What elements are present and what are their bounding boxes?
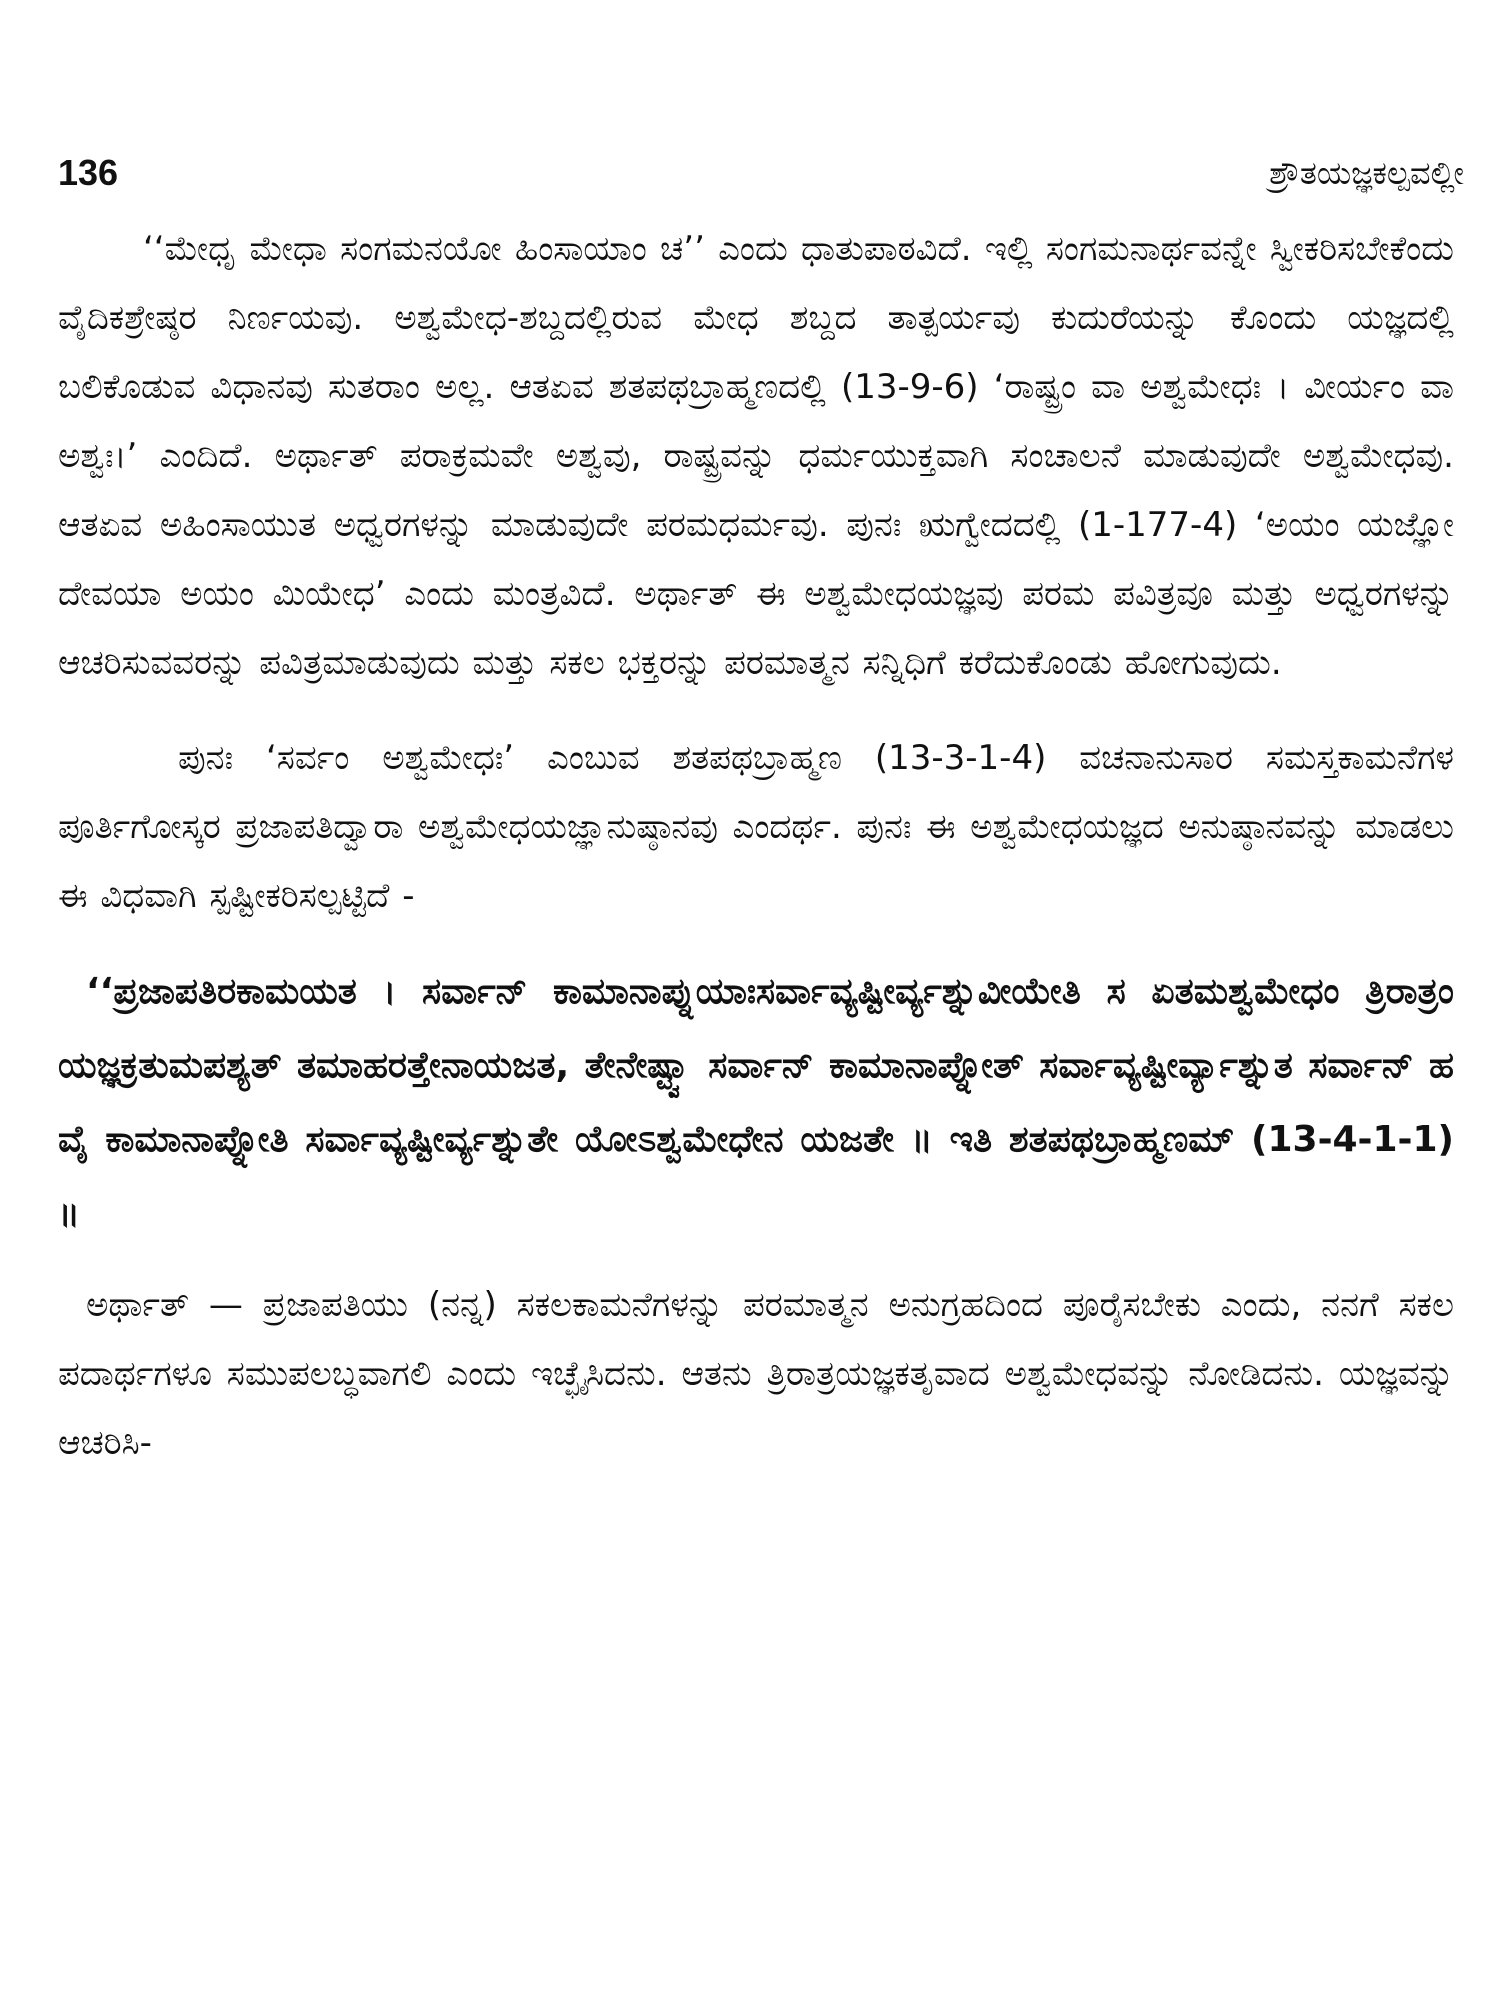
quotation-shatapatha-brahmana: ‘‘ಪ್ರಜಾಪತಿರಕಾಮಯತ । ಸರ್ವಾನ್ ಕಾಮಾನಾಪ್ನುಯಾಃಸರ್ವಾವ್ಯಷ್ಟೀರ್ವ್ಯಶ್ನುವೀಯೇತಿ ಸ ಏತಮಶ್ವಮೇಧಂ ತ್ರಿರಾತ್ರಂ ಯಜ್ಞಕ್ರತುಮಪಶ್ಯತ್ ತಮಾಹರತ್ತೇನಾಯಜತ, ತೇನೇಷ್ಟ್ವಾ ಸರ್ವಾನ್ ಕಾಮಾನಾಪ್ನೋತ್ ಸರ್ವಾವ್ಯಷ್ಟೀರ್ವ್ಯಾಶ್ನುತ ಸರ್ವಾನ್ ಹ ವೈ ಕಾಮಾನಾಪ್ನೋತಿ ಸರ್ವಾವ್ಯಷ್ಟೀರ್ವ್ಯಶ್ನುತೇ ಯೋಽಶ್ವಮೇಧೇನ ಯಜತೇ ॥ ಇತಿ ಶತಪಥಬ್ರಾಹ್ಮಣಮ್ (13-4-1-1) ॥ — [58, 971, 1454, 1234]
paragraph-sarvam-ashvamedha: ಪುನಃ ‘ಸರ್ವಂ ಅಶ್ವಮೇಧಃ’ ಎಂಬುವ ಶತಪಥಬ್ರಾಹ್ಮಣ (13-3-1-4) ವಚನಾನುಸಾರ ಸಮಸ್ತಕಾಮನೆಗಳ ಪೂರ್ತಿಗೋಸ್ಕರ ಪ್ರಜಾಪತಿದ್ವಾರಾ ಅಶ್ವಮೇಧಯಜ್ಞಾನುಷ್ಠಾನವು ಎಂದರ್ಥ. ಪುನಃ ಈ ಅಶ್ವಮೇಧಯಜ್ಞದ ಅನುಷ್ಠಾನವನ್ನು ಮಾಡಲು ಈ ವಿಧವಾಗಿ ಸ್ಪಷ್ಟೀಕರಿಸಲ್ಪಟ್ಟಿದೆ - — [58, 738, 1454, 916]
paragraph-meaning: ಅರ್ಥಾತ್ — ಪ್ರಜಾಪತಿಯು (ನನ್ನ) ಸಕಲಕಾಮನೆಗಳನ್ನು ಪರಮಾತ್ಮನ ಅನುಗ್ರಹದಿಂದ ಪೂರೈಸಬೇಕು ಎಂದು, ನನಗೆ ಸಕಲ ಪದಾರ್ಥಗಳೂ ಸಮುಪಲಬ್ಧವಾಗಲಿ ಎಂದು ಇಚ್ಛೈಸಿದನು. ಆತನು ತ್ರಿರಾತ್ರಯಜ್ಞಕತೃವಾದ ಅಶ್ವಮೇಧವನ್ನು ನೋಡಿದನು. ಯಜ್ಞವನ್ನು ಆಚರಿಸಿ- — [58, 1285, 1454, 1463]
running-title: ಶ್ರೌತಯಜ್ಞಕಲ್ಪವಲ್ಲೀ — [1269, 154, 1464, 192]
page-number: 136 — [58, 152, 119, 193]
page-header — [58, 148, 1464, 198]
paragraph-dhatupatha: ‘‘ಮೇಧೃ ಮೇಧಾ ಸಂಗಮನಯೋ ಹಿಂಸಾಯಾಂ ಚ’’ ಎಂದು ಧಾತುಪಾಠವಿದೆ. ಇಲ್ಲಿ ಸಂಗಮನಾರ್ಥವನ್ನೇ ಸ್ವೀಕರಿಸಬೇಕೆಂದು ವೈದಿಕಶ್ರೇಷ್ಠರ ನಿರ್ಣಯವು. ಅಶ್ವಮೇಧ-ಶಬ್ದದಲ್ಲಿರುವ ಮೇಧ ಶಬ್ದದ ತಾತ್ಪರ್ಯವು ಕುದುರೆಯನ್ನು ಕೊಂದು ಯಜ್ಞದಲ್ಲಿ ಬಲಿಕೊಡುವ ವಿಧಾನವು ಸುತರಾಂ ಅಲ್ಲ. ಆತಏವ ಶತಪಥಬ್ರಾಹ್ಮಣದಲ್ಲಿ (13-9-6) ‘ರಾಷ್ಟ್ರಂ ವಾ ಅಶ್ವಮೇಧಃ । ವೀರ್ಯಂ ವಾ ಅಶ್ವಃ।’ ಎಂದಿದೆ. ಅರ್ಥಾತ್ ಪರಾಕ್ರಮವೇ ಅಶ್ವವು, ರಾಷ್ಟ್ರವನ್ನು ಧರ್ಮಯುಕ್ತವಾಗಿ ಸಂಚಾಲನೆ ಮಾಡುವುದೇ ಅಶ್ವಮೇಧವು. ಆತಏವ ಅಹಿಂಸಾಯುತ ಅಧ್ವರಗಳನ್ನು ಮಾಡುವುದೇ ಪರಮಧರ್ಮವು. ಪುನಃ ಋಗ್ವೇದದಲ್ಲಿ (1-177-4) ‘ಅಯಂ ಯಜ್ಞೋ ದೇವಯಾ ಅಯಂ ಮಿಯೇಧ’ ಎಂದು ಮಂತ್ರವಿದೆ. ಅರ್ಥಾತ್ ಈ ಅಶ್ವಮೇಧಯಜ್ಞವು ಪರಮ ಪವಿತ್ರವೂ ಮತ್ತು ಅಧ್ವರಗಳನ್ನು ಆಚರಿಸುವವರನ್ನು ಪವಿತ್ರಮಾಡುವುದು ಮತ್ತು ಸಕಲ ಭಕ್ತರನ್ನು ಪರಮಾತ್ಮನ ಸನ್ನಿಧಿಗೆ ಕರೆದುಕೊಂಡು ಹೋಗುವುದು. — [58, 229, 1454, 683]
body-text — [58, 215, 1454, 1478]
